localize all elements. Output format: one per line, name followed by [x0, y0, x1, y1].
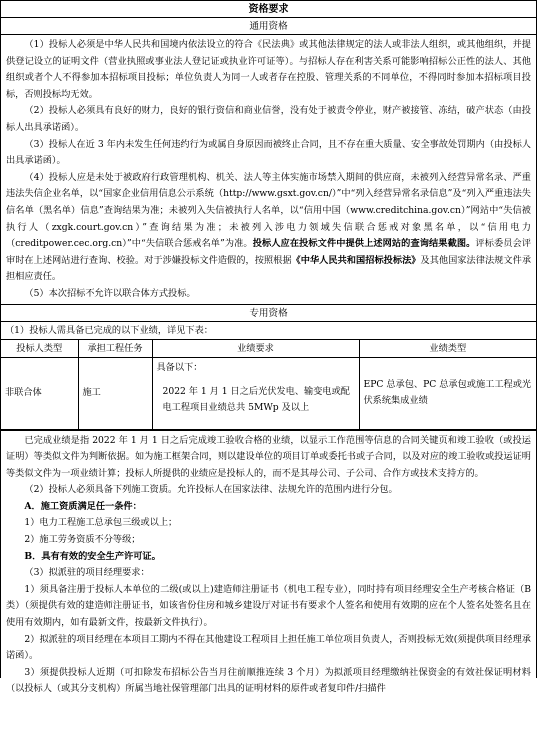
- performance-table-section: [1, 322, 536, 431]
- completed-performance-note: 已完成业绩是指 2022 年 1 月 1 日之后完成竣工验收合格的业绩，以显示工作范围等信息的合同关键页和竣工验收（或投运证明）等类似文件为判断依据。如为施工框架合同，则以建设单位的项目订单或委托书或子合同，以及对应的竣工验收或投运证明等类似文件为一项业绩计算；投标人所提供的业绩应是投标人的，而不是其母公司、子公司、合作方或技术支持方的。: [6, 434, 531, 479]
- item4-text-2: 评标委员会评审时在上述网站进行查询、校验。对于涉嫌投标文件造假的，按照根据: [6, 238, 532, 266]
- general-item-3: （3）投标人在近 3 年内未发生任何违约行为或属自身原因而被终止合同，且不存在重大质量、安全事故处罚期内（由投标人出具承诺函）。: [6, 138, 531, 167]
- table-header-row: [1, 339, 536, 357]
- item4-bold-1: 投标人应在投标文件中提供上述网站的查询结果截图。: [252, 238, 476, 250]
- project-manager-item-2: 2）拟派驻的项目经理在本项目工期内不得在其他建设工程项目上担任施工单位项目负责人，否则投标无效(须提供项目经理承诺函）。: [6, 633, 531, 662]
- col-header-requirement: 业绩要求: [152, 339, 359, 357]
- specific-item-2: （2）投标人必须具备下列施工资质。允许投标人在国家法律、法规允许的范围内进行分包。: [24, 484, 398, 496]
- cell-bidder-type: 非联合体: [1, 357, 78, 429]
- general-item-5: （5）本次招标不允许以联合体方式投标。: [24, 287, 196, 299]
- specific-qualification-title: 专用资格: [1, 305, 536, 322]
- item4-text-3: 及其他国家法律法规文件承担相应责任。: [6, 254, 532, 283]
- col-header-task: 承担工程任务: [78, 339, 152, 357]
- cell-task: 施工: [78, 357, 152, 429]
- project-manager-title: （3）拟派驻的项目经理要求：: [24, 567, 150, 579]
- table-row: [1, 357, 536, 429]
- qualification-a-item-1: 1）电力工程施工总承包三级或以上；: [24, 517, 178, 529]
- table-intro: （1）投标人需具备已完成的以下业绩，详见下表：: [1, 322, 536, 340]
- col-header-category: 业绩类型: [359, 339, 536, 357]
- project-manager-item-1: 1）须具备注册于投标人本单位的二级(或以上)建造师注册证书（机电工程专业），同时持有项目经理安全生产考核合格证（B 类）（须提供有效的建造师注册证书，如该省份住房和城乡建设厅对证书有要求个人签名和使用有效期的应在个人签名处签名且在使用有效期内，如有最新文件，按最新文件执行）。: [6, 583, 531, 629]
- col-header-bidder-type: 投标人类型: [1, 339, 78, 357]
- general-qualification-body: [1, 35, 536, 305]
- general-item-2: （2）投标人必须具有良好的财力，良好的银行资信和商业信誉，没有处于被责令停业，财产被接管、冻结，破产状态（由投标人出具承诺函）。: [6, 105, 531, 133]
- specific-qualification-body: [1, 431, 536, 755]
- requirement-head: 具备以下：: [156, 361, 203, 373]
- table-intro-row: [1, 322, 536, 340]
- cell-requirement: [152, 357, 359, 429]
- general-qualification-title: 通用资格: [1, 18, 536, 35]
- item4-bold-2: 《中华人民共和国招标投标法》: [291, 254, 421, 266]
- qualification-a-title: A．施工资质满足任一条件：: [24, 500, 142, 512]
- general-item-4: [6, 170, 531, 286]
- project-manager-item-3: 3）须提供投标人近期（可扣除发布招标公告当月往前顺推连续 3 个月）为拟派项目经理缴纳社保资金的有效社保证明材料（以投标人（或其分支机构）所属当地社保管理部门出具的证明材料的原件或者复印件/扫描件: [6, 666, 531, 695]
- requirement-body: 2022 年 1 月 1 日之后光伏发电、输变电或配电工程项目业绩总共 5MWp 及以上: [162, 385, 350, 413]
- qualification-a-item-2: 2）施工劳务资质不分等级；: [24, 534, 141, 546]
- performance-table: [1, 322, 536, 430]
- qualification-b-title: B．具有有效的安全生产许可证。: [24, 550, 161, 562]
- item4-text-1: （4）投标人应是未处于被政府行政管理机构、机关、法人等主体实施市场禁入期间的供应商，未被列入经营异常名录、严重违法失信企业名单，以“国家企业信用信息公示系统（http://www.gsxt.gov.cn/）”中“列入经营异常名录信息”及“列入严重违法失信名单（黑名单）信息”查询结果为准；未被列入失信被执行人名单，以“信用中国（www.creditchina.gov.cn）”网站中“失信被执行人（zxgk.court.gov.cn）”查询结果为准；未被列入涉电力领域失信联合惩戒对象黑名单，以“信用电力（creditpower.cec.org.cn）”中“失信联合惩戒名单”为准。: [6, 171, 531, 250]
- section-header: 资格要求: [1, 0, 536, 18]
- general-item-1: （1）投标人必须是中华人民共和国境内依法设立的符合《民法典》或其他法律规定的法人或非法人组织，或其他组织，并提供登记设立的证明文件（营业执照或事业法人登记证或执业许可证等）。与招标人存在利害关系可能影响招标公正性的法人、其他组织或者个人不得参加本招标项目投标；单位负责人为同一人或者存在控股、管理关系的不同单位，不得同时参加本招标项目投标，否则投标均无效。: [6, 39, 531, 100]
- cell-category: EPC 总承包、PC 总承包或施工工程或光伏系统集成业绩: [359, 357, 536, 429]
